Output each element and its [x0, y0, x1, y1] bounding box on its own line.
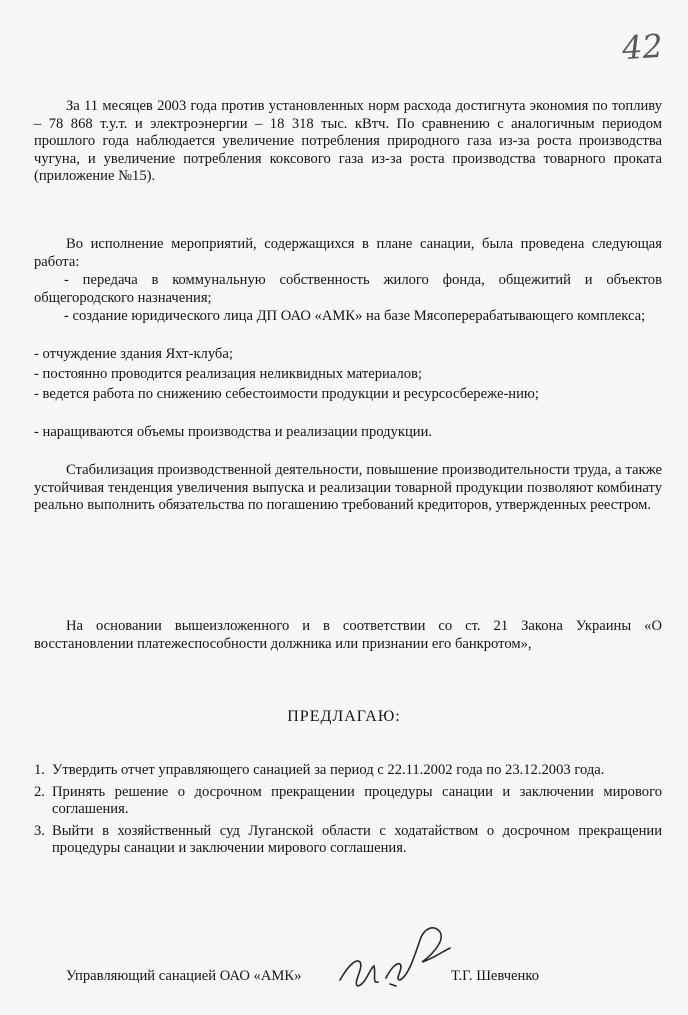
paragraph-stabilization: Стабилизация производственной деятельности, повышение производительности труда, а также устойчивая тенденция увеличения выпуска и реализации товарной продукции позволяют комбинату реально выполнить обязательства по погашению требований кредиторов, утвержденных реестром.	[34, 462, 662, 514]
proposal-text: Принять решение о досрочном прекращении процедуры санации и заключении мирового соглашения.	[52, 783, 662, 818]
list-item: - наращиваются объемы производства и реализации продукции.	[34, 424, 433, 440]
list-item: - постоянно проводится реализация неликвидных материалов;	[34, 366, 422, 382]
proposal-list	[34, 762, 662, 862]
section-heading: ПРЕДЛАГАЮ:	[287, 708, 401, 725]
paragraph-economy: За 11 месяцев 2003 года против установленных норм расхода достигнута экономия по топливу – 78 868 т.у.т. и электроэнергии – 18 318 тыс. кВтч. По сравнению с аналогичным периодом прошлого года наблюдается увеличение потребления природного газа из-за роста производства чугуна, и увеличение потребления коксового газа из-за роста производства товарного проката (приложение №15).	[34, 98, 662, 185]
list-item: - передача в коммунальную собственность жилого фонда, общежитий и объектов общегородского назначения;	[34, 272, 662, 306]
signatory-title: Управляющий санацией ОАО «АМК»	[66, 968, 302, 984]
proposal-item	[34, 762, 662, 780]
paragraph-measures-intro: Во исполнение мероприятий, содержащихся в плане санации, была проведена следующая работа:	[34, 236, 662, 270]
proposal-item	[34, 784, 662, 819]
signatory-name: Т.Г. Шевченко	[451, 968, 539, 984]
proposal-text: Выйти в хозяйственный суд Луганской области с ходатайством о досрочном прекращении процедуры санации и заключении мирового соглашения.	[52, 822, 662, 857]
paragraph-basis: На основании вышеизложенного и в соответствии со ст. 21 Закона Украины «О восстановлении платежеспособности должника или признании его банкротом»,	[34, 618, 662, 652]
proposal-number: 3.	[34, 822, 45, 839]
proposal-number: 1.	[34, 762, 45, 778]
list-item: - отчуждение здания Яхт-клуба;	[34, 346, 233, 362]
page-number: 42	[620, 26, 664, 68]
proposal-text: Утвердить отчет управляющего санацией за период с 22.11.2002 года по 23.12.2003 года.	[52, 762, 605, 778]
signature-block	[66, 968, 566, 985]
proposal-item	[34, 823, 662, 858]
handwritten-signature	[330, 918, 480, 998]
list-item: - ведется работа по снижению себестоимости продукции и ресурсосбереже-нию;	[34, 386, 539, 402]
proposal-number: 2.	[34, 783, 45, 800]
list-item: - создание юридического лица ДП ОАО «АМК» на базе Мясоперерабатывающего комплекса;	[64, 308, 646, 324]
